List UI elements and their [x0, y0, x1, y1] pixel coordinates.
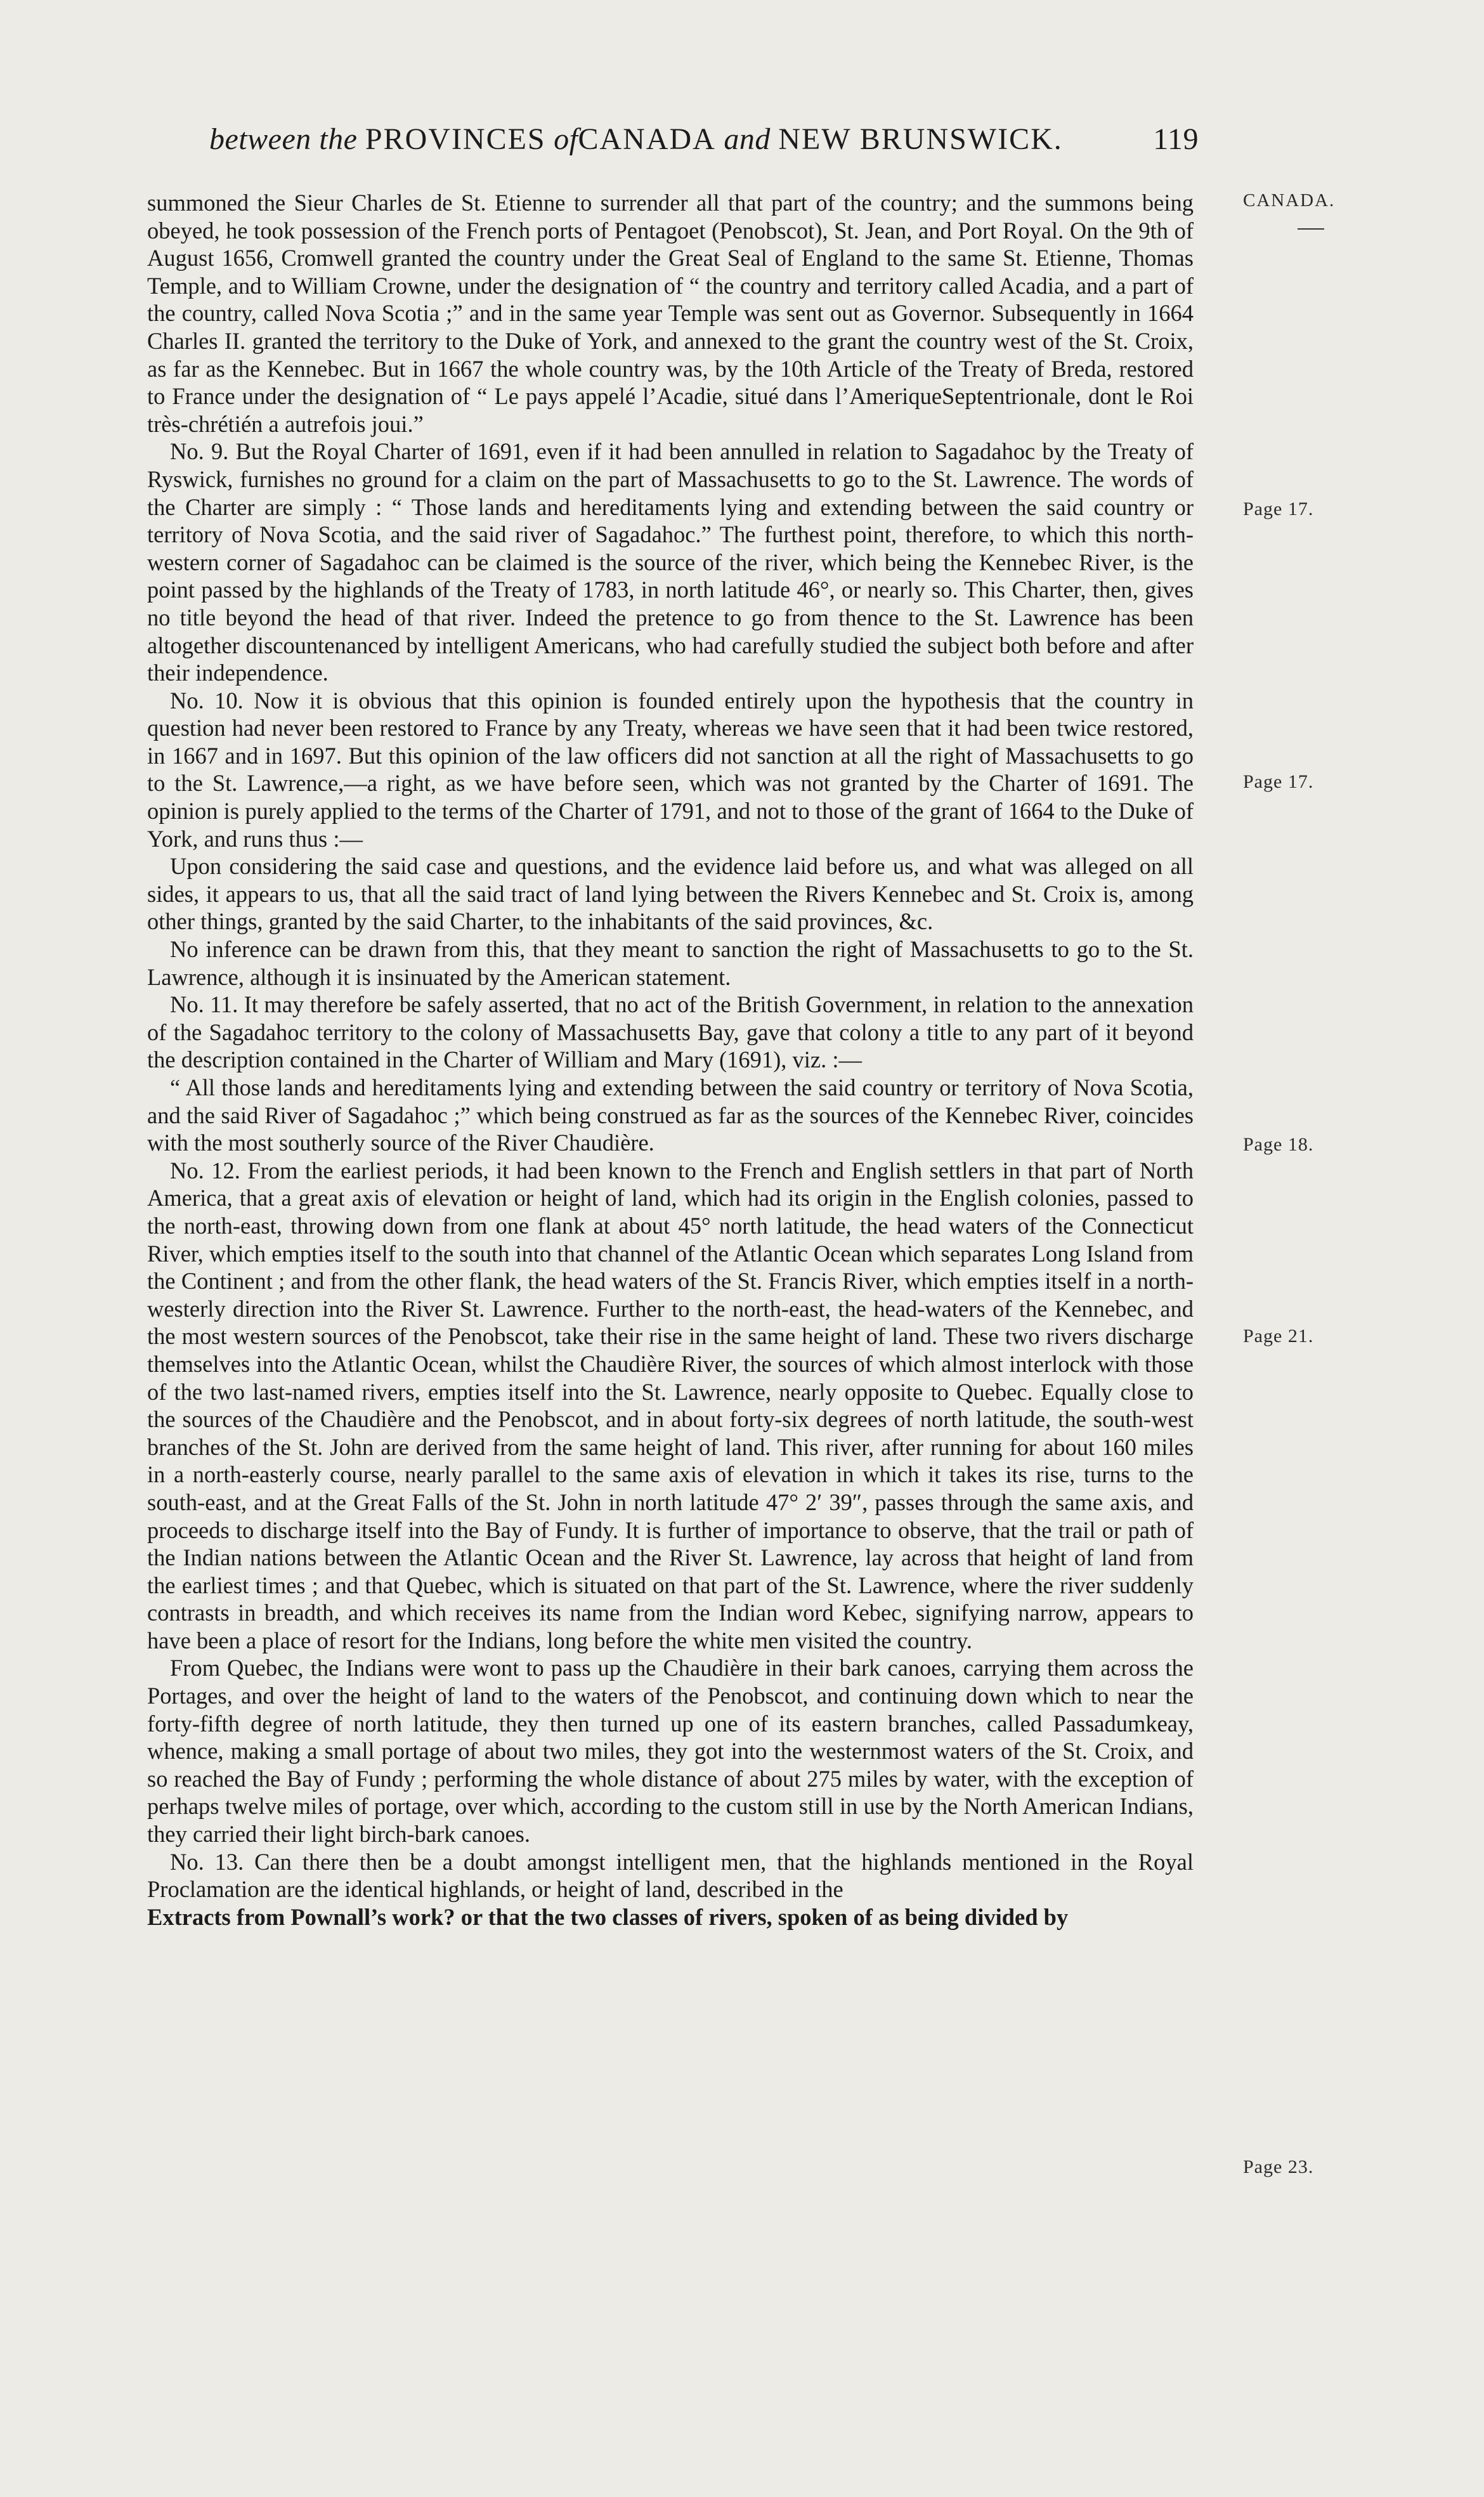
paragraph: From Quebec, the Indians were wont to pass up the Chaudière in their bark canoes, carrying them across the Portages, and over the height of land to the waters of the Penobscot, and continuing down which to near the forty-fifth degree of north latitude, they then turned up one of its eastern branches, called Passadumkeay, whence, making a small portage of about two miles, they got into the westernmost waters of the St. Croix, and so reached the Bay of Fundy ; performing the whole distance of about 275 miles by water, with the exception of perhaps twelve miles of portage, over which, according to the custom still in use by the North American Indians, they carried their light birch-bark canoes. — [147, 1655, 1194, 1848]
paragraph: “ All those lands and hereditaments lying and extending between the said country or territory of Nova Scotia, and the said River of Sagadahoc ;” which being construed as far as the sources of the Kennebec River, coincides with the most southerly source of the River Chaudière. — [147, 1074, 1194, 1156]
margin-note-page-17b: Page 17. — [1243, 771, 1314, 792]
paragraph: No. 12. From the earliest periods, it had been known to the French and English settlers in that part of North America, that a great axis of elevation or height of land, which had its origin in the English colonies, passed to the north-east, throwing down from one flank at about 45° north latitude, the head waters of the Connecticut River, which empties itself to the south into that channel of the Atlantic Ocean which separates Long Island from the Continent ; and from the other flank, the head waters of the St. Francis River, which empties itself in a north-westerly direction into the River St. Lawrence. Further to the north-east, the head-waters of the Kennebec, and the most western sources of the Penobscot, take their rise in the same height of land. These two rivers discharge themselves into the Atlantic Ocean, whilst the Chaudière River, the sources of which almost interlock with those of the two last-named rivers, empties itself into the St. Lawrence, nearly opposite to Quebec. Equally close to the sources of the Chaudière and the Penobscot, and in about forty-six degrees of north latitude, the south-west branches of the St. John are derived from the same height of land. This river, after running for about 160 miles in a north-easterly course, nearly parallel to the same axis of elevation in which it takes its rise, turns to the south-east, and at the Great Falls of the St. John in north latitude 47° 2′ 39″, passes through the same axis, and proceeds to discharge itself into the Bay of Fundy. It is further of importance to observe, that the trail or path of the Indian nations between the Atlantic Ocean and the River St. Lawrence, lay across that height of land from the earliest times ; and that Quebec, which is situated on that part of the St. Lawrence, where the river suddenly contrasts in breadth, and which receives its name from the Indian word Kebec, signifying narrow, appears to have been a place of resort for the Indians, long before the white men visited the country. — [147, 1157, 1194, 1653]
paragraph: No. 9. But the Royal Charter of 1691, even if it had been annulled in relation to Sagadahoc by the Treaty of Ryswick, furnishes no ground for a claim on the part of Massachusetts to go to the St. Lawrence. The words of the Charter are simply : “ Those lands and hereditaments lying and extending between the said country or territory of Nova Scotia, and the said river of Sagadahoc.” The furthest point, therefore, to which this north-western corner of Sagadahoc can be claimed is the source of the river, which being the Kennebec River, is the point passed by the highlands of the Treaty of 1783, in north latitude 46°, or nearly so. This Charter, then, gives no title beyond the head of that river. Indeed the pretence to go from thence to the St. Lawrence has been altogether discountenanced by intelligent Americans, who had carefully studied the subject both before and after their independence. — [147, 438, 1194, 686]
header-between: between the — [209, 122, 358, 156]
header-canada: CANADA — [578, 122, 716, 156]
body-text — [147, 189, 1194, 1931]
margin-note-page-17a: Page 17. — [1243, 499, 1314, 519]
page-number: 119 — [1153, 122, 1199, 156]
header-of: of — [554, 122, 578, 156]
header-new-brunswick: NEW BRUNSWICK. — [778, 122, 1063, 156]
margin-note-page-21: Page 21. — [1243, 1326, 1314, 1346]
margin-label-canada: CANADA. — [1243, 190, 1336, 211]
margin-note-page-18: Page 18. — [1243, 1134, 1314, 1155]
paragraph: No. 10. Now it is obvious that this opinion is founded entirely upon the hypothesis that the country in question had never been restored to France by any Treaty, whereas we have seen that it had been twice restored, in 1667 and in 1697. But this opinion of the law officers did not sanction at all the right of Massachusetts to go to the St. Lawrence,—a right, as we have before seen, which was not granted by the Charter of 1691. The opinion is purely applied to the terms of the Charter of 1791, and not to those of the grant of 1664 to the Duke of York, and runs thus :— — [147, 687, 1194, 852]
running-header — [209, 122, 1199, 157]
paragraph: No. 11. It may therefore be safely asserted, that no act of the British Government, in relation to the annexation of the Sagadahoc territory to the colony of Massachusetts Bay, gave that colony a title to any part of it beyond the description contained in the Charter of William and Mary (1691), viz. :— — [147, 991, 1194, 1073]
paragraph: summoned the Sieur Charles de St. Etienne to surrender all that part of the country; and the summons being obeyed, he took possession of the French ports of Pentagoet (Penobscot), St. Jean, and Port Royal. On the 9th of August 1656, Cromwell granted the country under the Great Seal of England to the same St. Etienne, Thomas Temple, and to William Crowne, under the designation of “ the country and territory called Acadia, and a part of the country, called Nova Scotia ;” and in the same year Temple was sent out as Governor. Subsequently in 1664 Charles II. granted the territory to the Duke of York, and annexed to the grant the country west of the St. Croix, as far as the Kennebec. But in 1667 the whole country was, by the 10th Article of the Treaty of Breda, restored to France under the designation of “ Le pays appelé l’Acadie, situé dans l’AmeriqueSeptentrionale, dont le Roi très-chrétién a autrefois joui.” — [147, 190, 1194, 437]
margin-rule — [1298, 228, 1324, 230]
paragraph: No inference can be drawn from this, that they meant to sanction the right of Massachusetts to go to the St. Lawrence, although it is insinuated by the American statement. — [147, 936, 1194, 990]
paragraph: Extracts from Pownall’s work? or that the two classes of rivers, spoken of as being divided by — [147, 1903, 1069, 1930]
header-and: and — [724, 122, 771, 156]
header-provinces: PROVINCES — [365, 122, 546, 156]
paragraph: Upon considering the said case and questions, and the evidence laid before us, and what was alleged on all sides, it appears to us, that all the said tract of land lying between the Rivers Kennebec and St. Croix is, among other things, granted by the said Charter, to the inhabitants of the said provinces, &c. — [147, 853, 1194, 935]
margin-note-page-23: Page 23. — [1243, 2156, 1314, 2177]
paragraph: No. 13. Can there then be a doubt amongst intelligent men, that the highlands mentioned in the Royal Proclamation are the identical highlands, or height of land, described in the — [147, 1848, 1194, 1903]
